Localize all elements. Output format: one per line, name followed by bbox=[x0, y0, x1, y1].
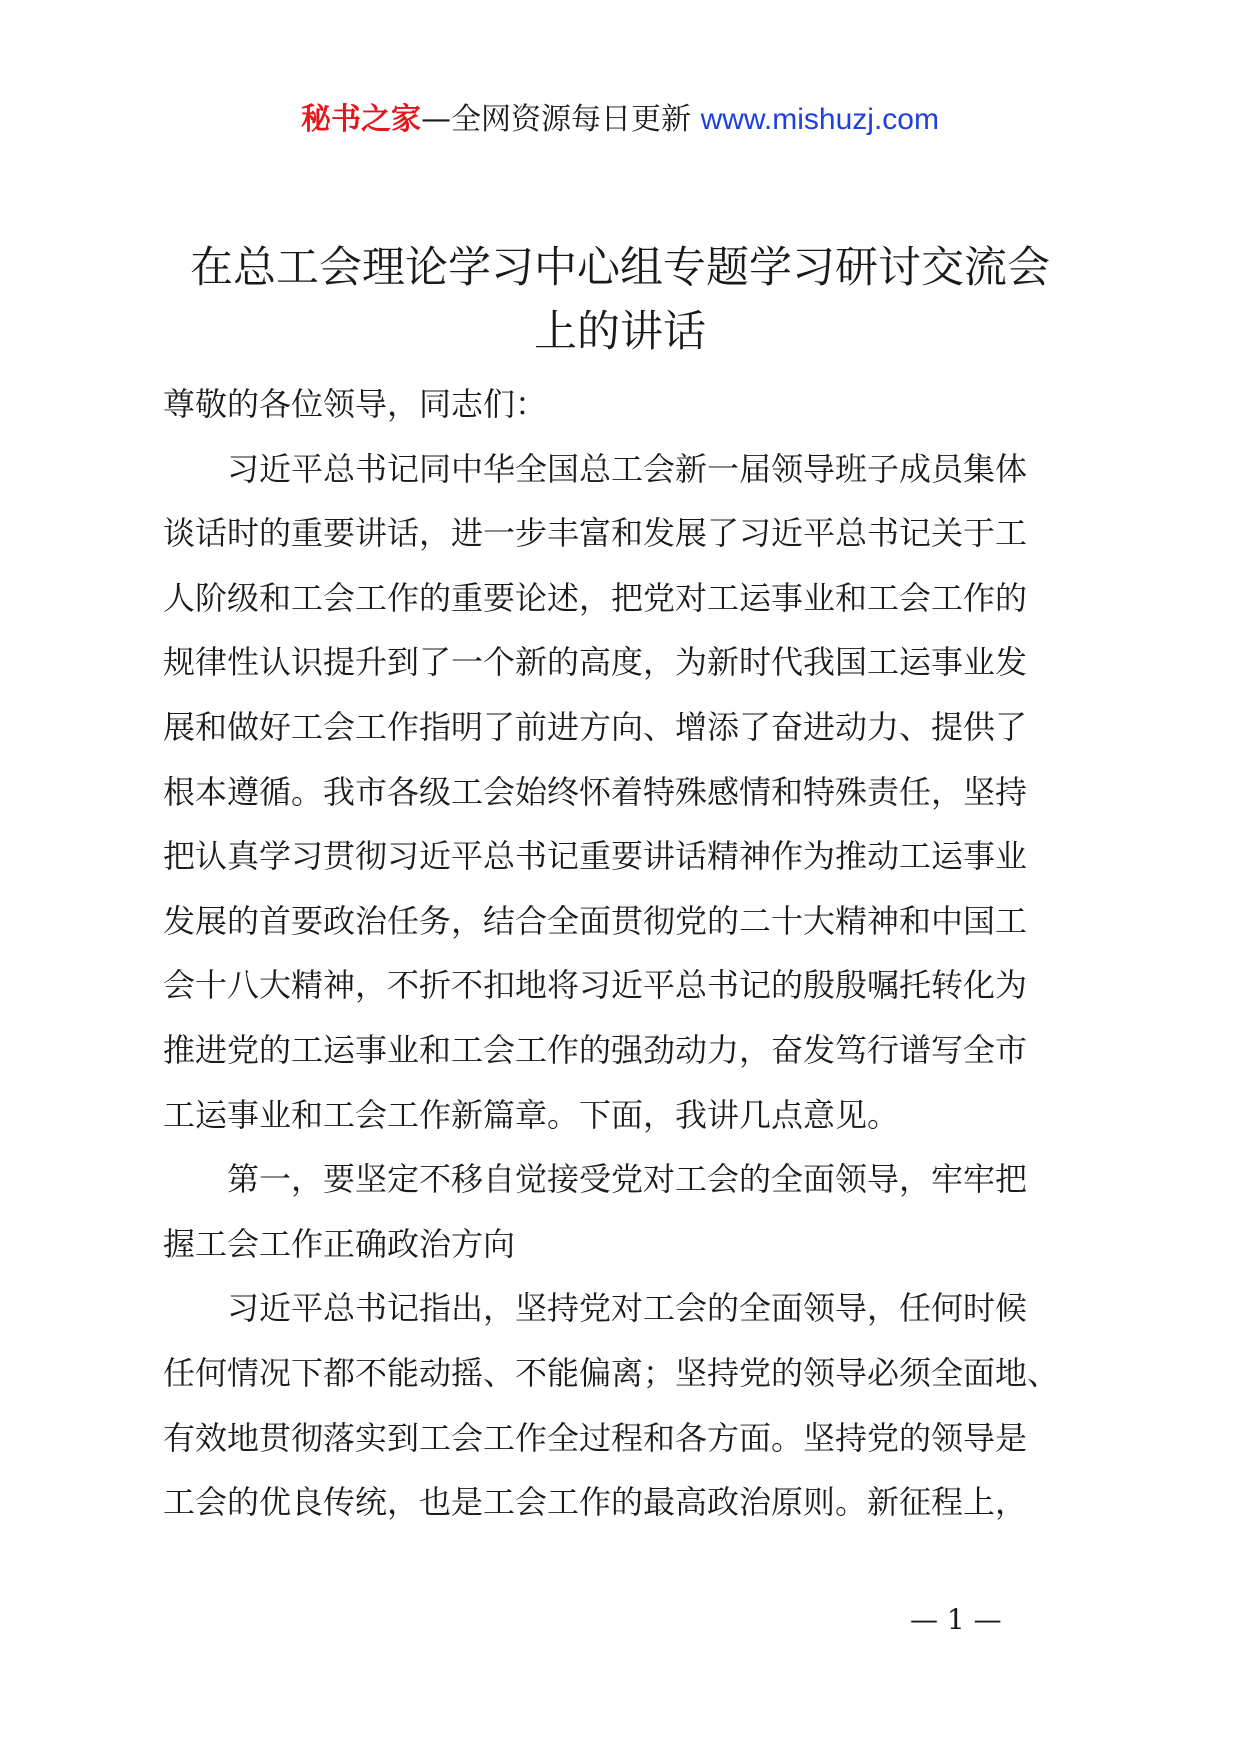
site-banner bbox=[0, 98, 1240, 142]
body-line: 把认真学习贯彻习近平总书记重要讲话精神作为推动工运事业 bbox=[163, 837, 1028, 876]
body-line: 推进党的工运事业和工会工作的强劲动力，奋发笃行谱写全市 bbox=[163, 1030, 1028, 1069]
body-line: 工运事业和工会工作新篇章。下面，我讲几点意见。 bbox=[163, 1095, 900, 1134]
document-title bbox=[150, 236, 1090, 364]
title-line: 在总工会理论学习中心组专题学习研讨交流会 bbox=[190, 243, 1050, 293]
document-body bbox=[163, 372, 1083, 1535]
body-line: 人阶级和工会工作的重要论述，把党对工运事业和工会工作的 bbox=[163, 578, 1028, 617]
body-line: 规律性认识提升到了一个新的高度，为新时代我国工运事业发 bbox=[163, 643, 1028, 682]
page-number: — 1 — bbox=[910, 1603, 1002, 1636]
body-line: 任何情况下都不能动摇、不能偏离；坚持党的领导必须全面地、 bbox=[163, 1353, 1060, 1392]
body-line: 工会的优良传统，也是工会工作的最高政治原则。新征程上， bbox=[163, 1483, 1028, 1522]
body-line: 习近平总书记指出，坚持党对工会的全面领导，任何时候 bbox=[163, 1289, 1028, 1328]
section-heading-line: 第一，要坚定不移自觉接受党对工会的全面领导，牢牢把 bbox=[163, 1160, 1028, 1199]
section-heading-line: 握工会工作正确政治方向 bbox=[163, 1224, 516, 1263]
site-url-link[interactable]: www.mishuzj.com bbox=[700, 103, 939, 136]
body-line: 根本遵循。我市各级工会始终怀着特殊感情和特殊责任，坚持 bbox=[163, 772, 1028, 811]
body-line: 习近平总书记同中华全国总工会新一届领导班子成员集体 bbox=[163, 449, 1028, 488]
body-line: 谈话时的重要讲话，进一步丰富和发展了习近平总书记关于工 bbox=[163, 514, 1028, 553]
salutation: 尊敬的各位领导，同志们： bbox=[163, 385, 548, 423]
brand-name: 秘书之家 bbox=[301, 102, 422, 137]
body-line: 会十八大精神，不折不扣地将习近平总书记的殷殷嘱托转化为 bbox=[163, 966, 1028, 1005]
body-line: 展和做好工会工作指明了前进方向、增添了奋进动力、提供了 bbox=[163, 707, 1028, 746]
body-line: 发展的首要政治任务，结合全面贯彻党的二十大精神和中国工 bbox=[163, 901, 1028, 940]
title-line: 上的讲话 bbox=[534, 307, 706, 357]
body-line: 有效地贯彻落实到工会工作全过程和各方面。坚持党的领导是 bbox=[163, 1418, 1028, 1457]
banner-tagline: —全网资源每日更新 bbox=[421, 102, 692, 137]
